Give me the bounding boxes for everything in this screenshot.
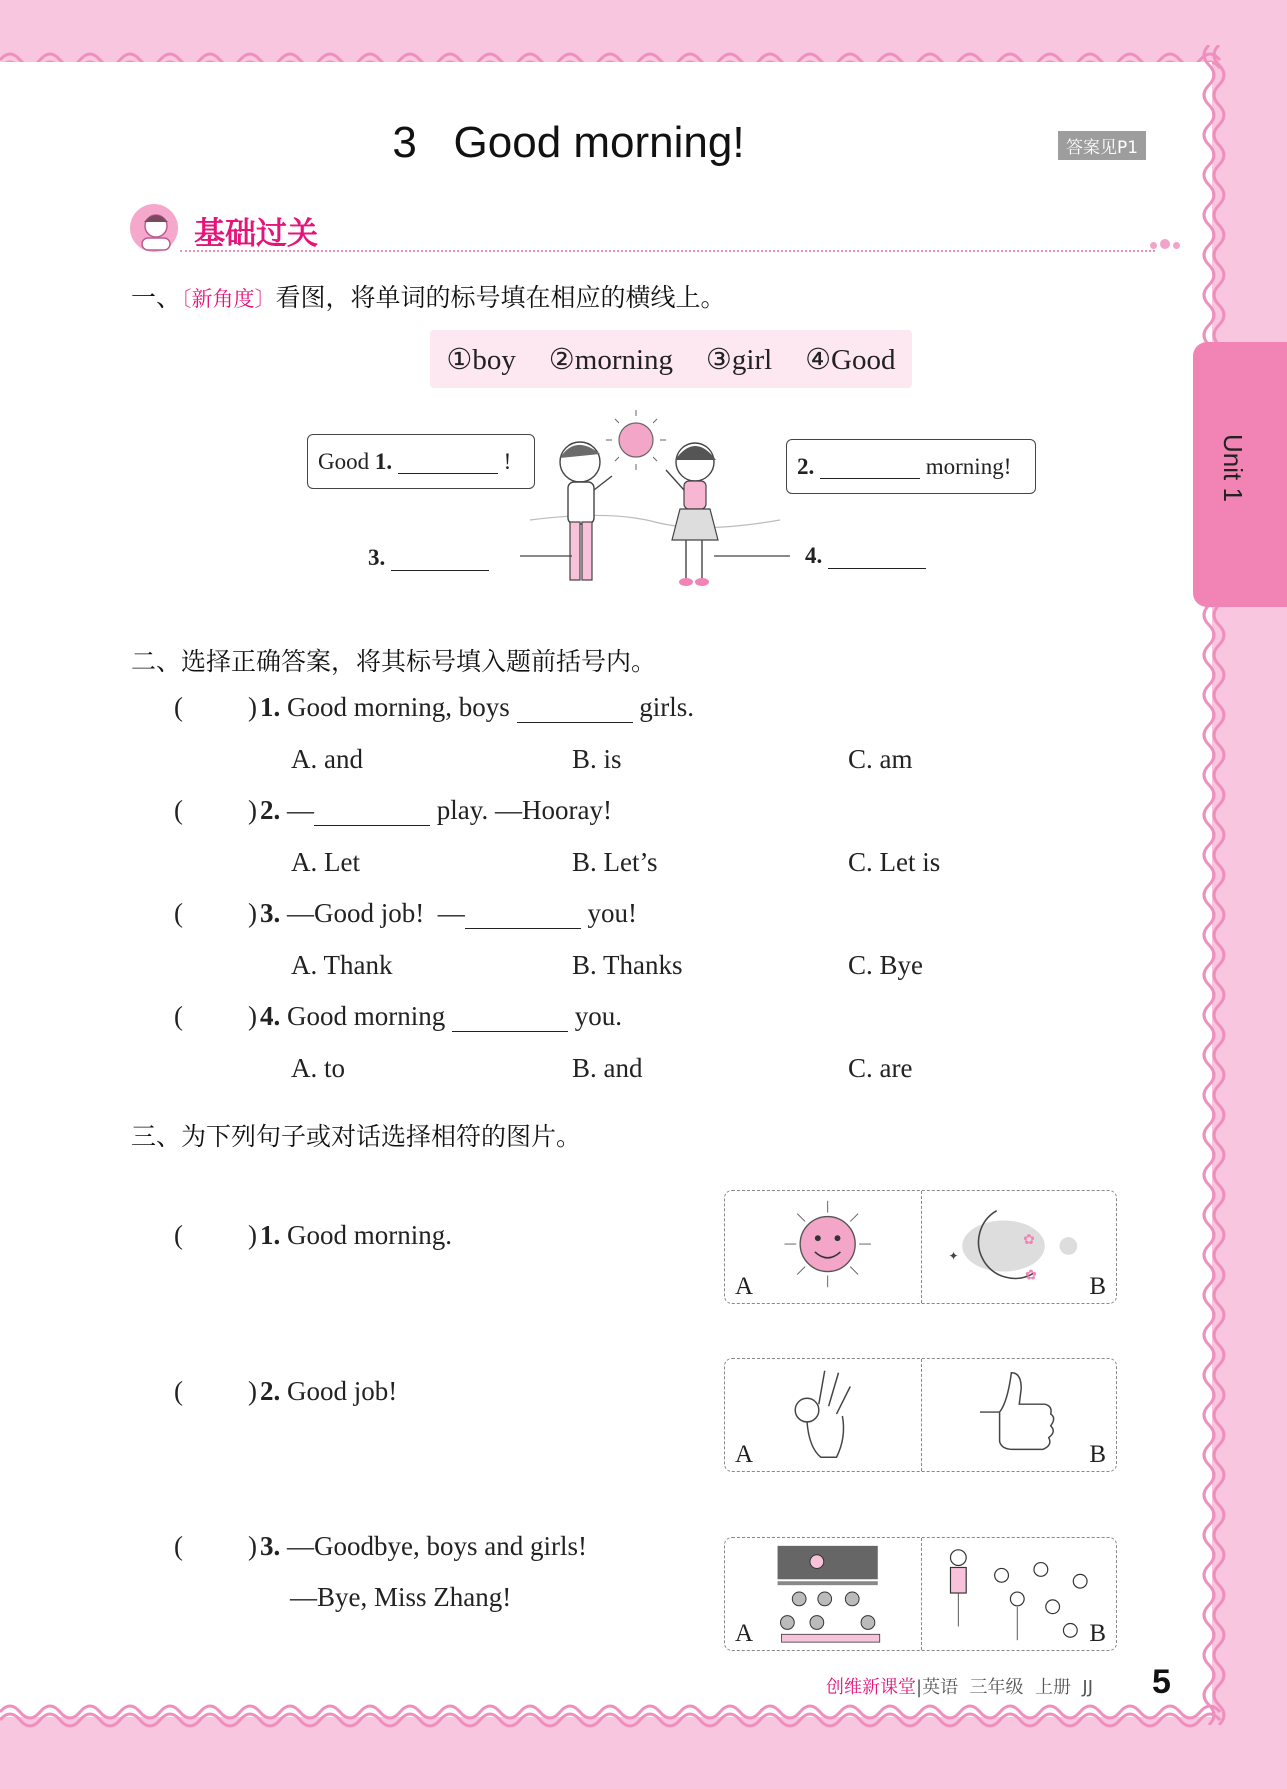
q1-heading: 一、〔新角度〕看图，将单词的标号填在相应的横线上。 <box>131 283 726 312</box>
answer-paren[interactable]: ( <box>174 795 183 825</box>
brand-name: 创维新课堂 <box>826 1677 916 1698</box>
answer-blank[interactable] <box>465 905 581 929</box>
option-a[interactable]: A. and <box>291 744 363 774</box>
svg-text:✿: ✿ <box>1022 1232 1035 1248</box>
footer-brand <box>826 1673 1093 1699</box>
choice-a-sun[interactable] <box>725 1191 921 1303</box>
word-bank-item: ④Good <box>805 343 896 376</box>
waving-kids-icon <box>922 1538 1117 1650</box>
unit-tab <box>1193 342 1287 607</box>
children-illustration <box>520 410 790 610</box>
choice-a-classroom[interactable] <box>725 1538 921 1650</box>
answer-paren[interactable]: ( <box>174 898 183 928</box>
thumbs-up-icon <box>922 1359 1117 1471</box>
option-c[interactable]: C. Let is <box>848 847 941 877</box>
answer-blank-1[interactable] <box>398 450 498 474</box>
answer-paren[interactable]: ( <box>174 1001 183 1031</box>
greeting-scene <box>300 410 1050 610</box>
option-a[interactable]: A. Let <box>291 847 360 877</box>
label-3: 3. <box>368 545 489 571</box>
choice-letter-b: B <box>1089 1273 1106 1300</box>
word-bank-item: ②morning <box>548 343 674 376</box>
unit-tab-label: Unit 1 <box>1218 434 1248 502</box>
answer-paren[interactable]: ( <box>174 1376 183 1406</box>
option-b[interactable]: B. and <box>572 1053 643 1083</box>
answer-blank-2[interactable] <box>820 455 920 479</box>
option-c[interactable]: C. am <box>848 744 913 774</box>
q3-heading: 三、为下列句子或对话选择相符的图片。 <box>131 1122 582 1151</box>
choice-letter-a: A <box>735 1441 754 1468</box>
decorative-dots <box>1150 236 1183 254</box>
section-divider <box>180 250 1155 252</box>
label-4: 4. <box>805 543 926 569</box>
ok-hand-icon <box>725 1359 921 1471</box>
page-number: 5 <box>1152 1663 1171 1701</box>
book-info: |英语 三年级 上册 JJ <box>916 1677 1094 1698</box>
speech-bubble-boy: Good 1. ! <box>307 434 535 489</box>
q3-3-picture-choices <box>724 1537 1117 1651</box>
answer-blank-3[interactable] <box>391 547 489 571</box>
answer-reference-badge: 答案见P1 <box>1058 131 1146 160</box>
svg-text:✿: ✿ <box>1024 1267 1037 1283</box>
option-c[interactable]: C. Bye <box>848 950 924 980</box>
sun-icon <box>725 1191 921 1303</box>
classroom-icon <box>725 1538 921 1650</box>
answer-paren[interactable]: ( <box>174 1220 183 1250</box>
option-a[interactable]: A. to <box>291 1053 345 1083</box>
bottom-wave-border <box>0 1700 1287 1740</box>
option-b[interactable]: B. is <box>572 744 622 774</box>
answer-paren[interactable]: ( <box>174 1531 183 1561</box>
q3-2-picture-choices <box>724 1358 1117 1472</box>
page-title: 3 Good morning! <box>392 118 745 167</box>
option-a[interactable]: A. Thank <box>291 950 393 980</box>
choice-a-ok-hand[interactable] <box>725 1359 921 1471</box>
q2-heading: 二、选择正确答案，将其标号填入题前括号内。 <box>131 647 657 676</box>
teacher-badge-icon <box>128 202 180 254</box>
option-b[interactable]: B. Thanks <box>572 950 683 980</box>
moon-icon <box>922 1191 1117 1303</box>
svg-text:✦: ✦ <box>948 1249 958 1263</box>
section-title: 基础过关 <box>194 216 318 252</box>
answer-blank-4[interactable] <box>828 545 926 569</box>
word-bank-item: ①boy <box>446 343 516 376</box>
choice-b-moon[interactable] <box>921 1191 1117 1303</box>
word-bank-item: ③girl <box>705 343 773 376</box>
choice-letter-b: B <box>1089 1620 1106 1647</box>
choice-b-waving-kids[interactable] <box>921 1538 1117 1650</box>
option-c[interactable]: C. are <box>848 1053 913 1083</box>
answer-paren[interactable]: ( <box>174 692 183 722</box>
choice-b-thumbs-up[interactable] <box>921 1359 1117 1471</box>
choice-letter-b: B <box>1089 1441 1106 1468</box>
answer-blank[interactable] <box>517 699 633 723</box>
speech-bubble-girl: 2. morning! <box>786 439 1036 494</box>
option-b[interactable]: B. Let’s <box>572 847 658 877</box>
right-wave-border <box>1195 45 1235 1725</box>
new-angle-tag: 〔新角度〕 <box>181 287 276 311</box>
answer-blank[interactable] <box>314 802 430 826</box>
q3-1-picture-choices <box>724 1190 1117 1304</box>
word-bank <box>430 330 912 388</box>
answer-blank[interactable] <box>452 1008 568 1032</box>
choice-letter-a: A <box>735 1620 754 1647</box>
choice-letter-a: A <box>735 1273 754 1300</box>
